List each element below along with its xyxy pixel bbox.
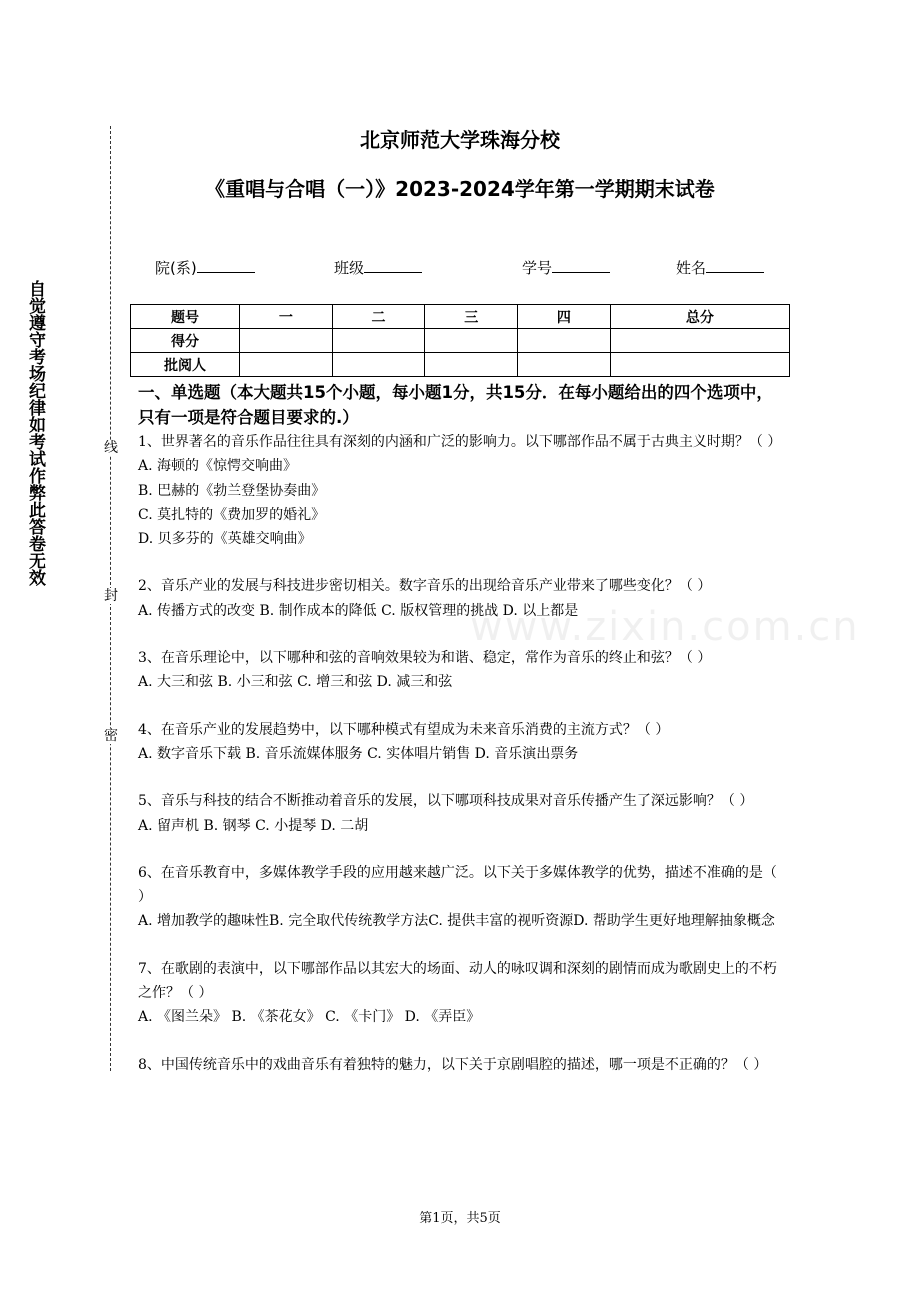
question-item xyxy=(138,646,788,695)
question-item xyxy=(138,574,788,623)
score-header-cell: 题号 xyxy=(131,305,240,329)
question-item xyxy=(138,957,788,1030)
score-cell[interactable] xyxy=(240,329,333,353)
question-option: A. 大三和弦 B. 小三和弦 C. 增三和弦 D. 减三和弦 xyxy=(138,674,453,691)
score-header-cell: 总分 xyxy=(610,305,789,329)
question-list xyxy=(138,430,788,1077)
question-option: A. 数字音乐下载 B. 音乐流媒体服务 C. 实体唱片销售 D. 音乐演出票务 xyxy=(138,745,579,762)
score-cell[interactable] xyxy=(518,329,611,353)
question-stem: 2、音乐产业的发展与科技进步密切相关。数字音乐的出现给音乐产业带来了哪些变化？（ ） xyxy=(138,578,712,595)
score-header-cell: 二 xyxy=(332,305,425,329)
name-field[interactable] xyxy=(676,257,764,278)
question-item xyxy=(138,718,788,767)
score-cell[interactable] xyxy=(425,353,518,377)
question-option: A. 传播方式的改变 B. 制作成本的降低 C. 版权管理的挑战 D. 以上都是 xyxy=(138,602,579,619)
question-stem: 8、中国传统音乐中的戏曲音乐有着独特的魅力，以下关于京剧唱腔的描述，哪一项是不正确的？（ ） xyxy=(138,1056,768,1073)
question-option: B. 巴赫的《勃兰登堡协奏曲》 xyxy=(138,482,326,499)
question-stem: 3、在音乐理论中，以下哪种和弦的音响效果较为和谐、稳定，常作为音乐的终止和弦？（ ） xyxy=(138,650,712,667)
question-option: A. 增加教学的趣味性B. 完全取代传统教学方法C. 提供丰富的视听资源D. 帮助学生更好地理解抽象概念 xyxy=(138,913,775,930)
name-blank[interactable] xyxy=(706,258,764,273)
question-option: A. 海顿的《惊愕交响曲》 xyxy=(138,458,298,475)
department-field[interactable] xyxy=(155,257,255,278)
question-option: D. 贝多芬的《英雄交响曲》 xyxy=(138,531,312,548)
score-cell[interactable] xyxy=(425,329,518,353)
score-row-label: 得分 xyxy=(131,329,240,353)
question-stem: 6、在音乐教育中，多媒体教学手段的应用越来越广泛。以下关于多媒体教学的优势，描述不准确的是（ ） xyxy=(138,864,777,906)
score-table xyxy=(130,304,790,377)
question-option: A. 留声机 B. 钢琴 C. 小提琴 D. 二胡 xyxy=(138,817,369,834)
question-option: C. 莫扎特的《费加罗的婚礼》 xyxy=(138,506,326,523)
department-label: 院(系) xyxy=(155,259,197,277)
question-item xyxy=(138,861,788,934)
class-label: 班级 xyxy=(334,259,365,277)
exam-discipline-warning: 自觉遵守考场纪律如考试作弊此答卷无效 xyxy=(25,280,45,586)
section-heading: 一、单选题（本大题共15个小题，每小题1分，共15分．在每小题给出的四个选项中，只有一项是符合题目要求的.） xyxy=(138,383,773,427)
exam-content xyxy=(138,380,788,1077)
score-table-row xyxy=(131,353,790,377)
page-footer: 第1页，共5页 xyxy=(419,1211,501,1226)
student-id-blank[interactable] xyxy=(552,258,610,273)
question-stem: 7、在歌剧的表演中，以下哪部作品以其宏大的场面、动人的咏叹调和深刻的剧情而成为歌剧史上的不朽之作？（ ） xyxy=(138,960,777,1002)
seal-char-secret: 密 xyxy=(104,728,118,744)
question-item xyxy=(138,1053,788,1077)
question-option: A. 《图兰朵》 B. 《茶花女》 C. 《卡门》 D. 《弄臣》 xyxy=(138,1009,481,1026)
question-stem: 4、在音乐产业的发展趋势中，以下哪种模式有望成为未来音乐消费的主流方式？（ ） xyxy=(138,721,670,738)
score-header-cell: 三 xyxy=(425,305,518,329)
class-blank[interactable] xyxy=(364,258,422,273)
question-item xyxy=(138,789,788,838)
name-label: 姓名 xyxy=(676,259,707,277)
question-item xyxy=(138,430,788,551)
school-title: 北京师范大学珠海分校 xyxy=(360,128,560,152)
student-id-label: 学号 xyxy=(522,259,553,277)
score-cell[interactable] xyxy=(332,353,425,377)
score-cell[interactable] xyxy=(518,353,611,377)
student-id-field[interactable] xyxy=(522,257,610,278)
watermark: www.zixin.com.cn xyxy=(470,604,860,650)
department-blank[interactable] xyxy=(197,258,255,273)
exam-title: 《重唱与合唱（一）》2023-2024学年第一学期期末试卷 xyxy=(205,177,715,201)
score-cell[interactable] xyxy=(332,329,425,353)
score-cell[interactable] xyxy=(240,353,333,377)
score-table-row xyxy=(131,329,790,353)
question-stem: 5、音乐与科技的结合不断推动着音乐的发展，以下哪项科技成果对音乐传播产生了深远影响？（ ） xyxy=(138,793,754,810)
class-field[interactable] xyxy=(334,257,422,278)
score-cell[interactable] xyxy=(610,329,789,353)
score-table-header-row xyxy=(131,305,790,329)
seal-char-seal: 封 xyxy=(104,588,118,604)
score-header-cell: 四 xyxy=(518,305,611,329)
score-row-label: 批阅人 xyxy=(131,353,240,377)
score-header-cell: 一 xyxy=(240,305,333,329)
question-stem: 1、世界著名的音乐作品往往具有深刻的内涵和广泛的影响力。以下哪部作品不属于古典主义时期？（ ） xyxy=(138,434,782,450)
seal-char-line: 线 xyxy=(104,440,118,456)
score-cell[interactable] xyxy=(610,353,789,377)
